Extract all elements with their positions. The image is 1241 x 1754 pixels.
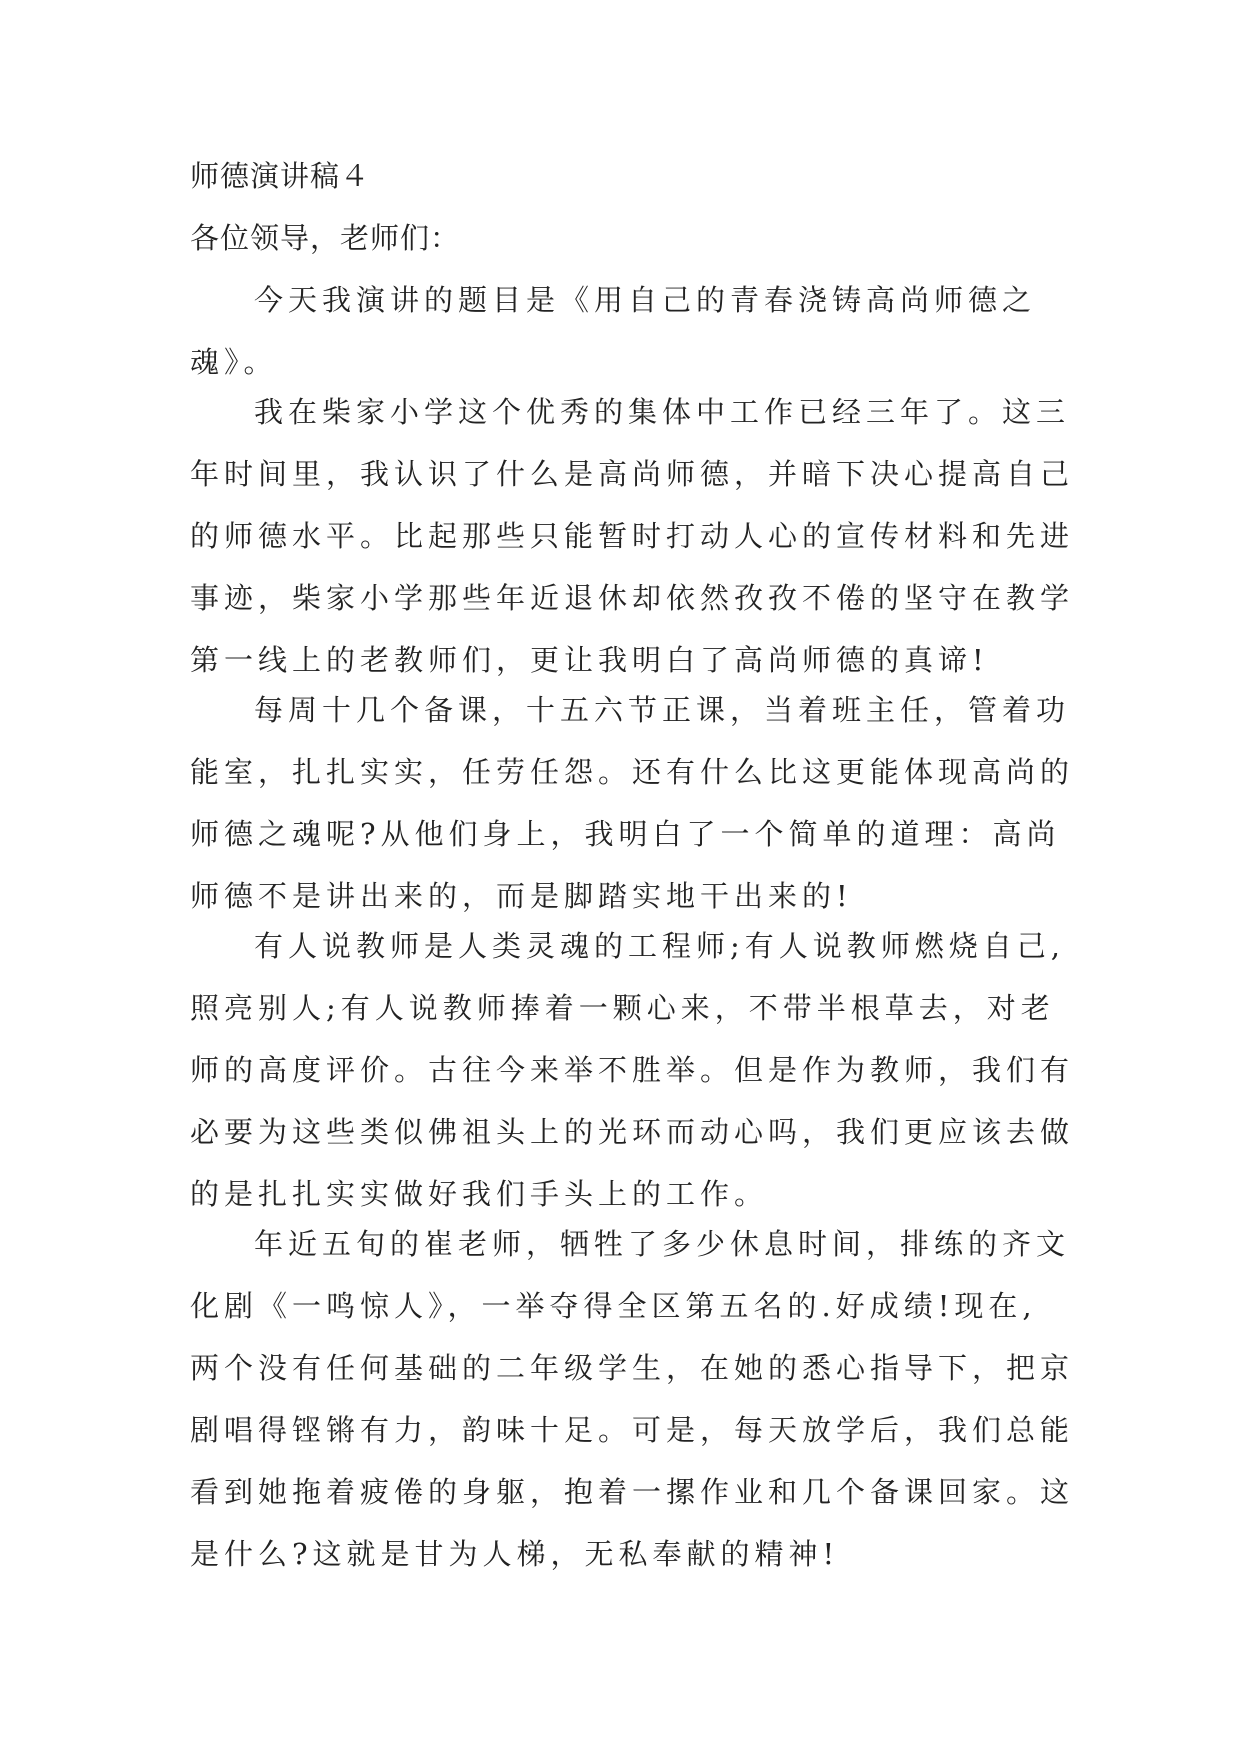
paragraph-line: 是什么?这就是甘为人梯，无私奉献的精神!	[190, 1537, 840, 1571]
paragraph-line: 化剧《一鸣惊人》，一举夺得全区第五名的.好成绩!现在,	[190, 1289, 1037, 1323]
paragraph	[190, 393, 1075, 679]
paragraph-line: 剧唱得铿锵有力，韵味十足。可是，每天放学后，我们总能	[190, 1413, 1075, 1447]
paragraph-line: 看到她拖着疲倦的身躯，抱着一摞作业和几个备课回家。这	[190, 1475, 1075, 1509]
document-body	[190, 157, 1075, 1585]
salutation: 各位领导，老师们：	[190, 221, 461, 255]
paragraph-line: 能室，扎扎实实，任劳任怨。还有什么比这更能体现高尚的	[190, 755, 1075, 789]
paragraph	[190, 1225, 1075, 1573]
paragraph-line: 有人说教师是人类灵魂的工程师;有人说教师燃烧自己,	[254, 929, 1065, 963]
paragraph-line: 第一线上的老教师们，更让我明白了高尚师德的真谛!	[190, 643, 989, 677]
paragraph-line: 的师德水平。比起那些只能暂时打动人心的宣传材料和先进	[190, 519, 1075, 553]
paragraph-line: 魂》。	[190, 345, 278, 379]
paragraph-line: 年近五旬的崔老师，牺牲了多少休息时间，排练的齐文	[254, 1227, 1071, 1261]
paragraph	[190, 927, 1075, 1213]
paragraph-line: 的是扎扎实实做好我们手头上的工作。	[190, 1177, 769, 1211]
paragraph-line: 必要为这些类似佛祖头上的光环而动心吗，我们更应该去做	[190, 1115, 1075, 1149]
paragraph-line: 每周十几个备课，十五六节正课，当着班主任，管着功	[254, 693, 1071, 727]
paragraph-line: 今天我演讲的题目是《用自己的青春浇铸高尚师德之	[254, 283, 1037, 317]
paragraph-line: 年时间里，我认识了什么是高尚师德，并暗下决心提高自己	[190, 457, 1075, 491]
paragraph-line: 师的高度评价。古往今来举不胜举。但是作为教师，我们有	[190, 1053, 1075, 1087]
paragraph	[190, 691, 1075, 915]
paragraph-line: 照亮别人;有人说教师捧着一颗心来，不带半根草去，对老	[190, 991, 1055, 1025]
paragraph-line: 事迹，柴家小学那些年近退休却依然孜孜不倦的坚守在教学	[190, 581, 1075, 615]
paragraph-line: 两个没有任何基础的二年级学生，在她的悉心指导下，把京	[190, 1351, 1075, 1385]
paragraph-line: 师德不是讲出来的，而是脚踏实地干出来的!	[190, 879, 853, 913]
paragraph-line: 师德之魂呢?从他们身上，我明白了一个简单的道理：高尚	[190, 817, 1061, 851]
document-title: 师德演讲稿４	[190, 159, 371, 193]
paragraph-line: 我在柴家小学这个优秀的集体中工作已经三年了。这三	[254, 395, 1071, 429]
paragraph	[190, 281, 1050, 381]
